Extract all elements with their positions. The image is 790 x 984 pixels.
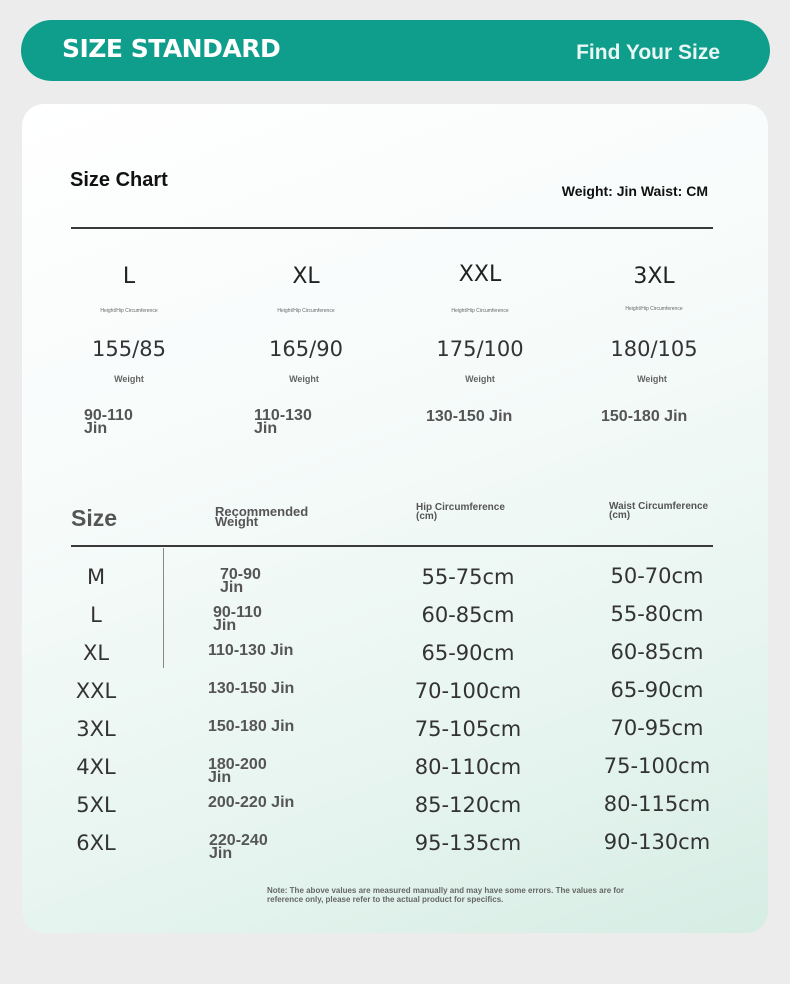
weight-value: 90-110 Jin <box>84 407 133 437</box>
row-weight: 150-180 Jin <box>208 718 295 735</box>
height-hip-label: Height/Hip Circumference <box>451 308 509 314</box>
table-header-waist: Waist Circumference (cm) <box>609 501 709 521</box>
height-hip-value: 175/100 <box>436 337 524 361</box>
size-chart-card <box>22 104 768 933</box>
table-row <box>22 752 768 790</box>
height-hip-value: 165/90 <box>269 337 343 361</box>
weight-value: 110-130 Jin <box>254 407 312 437</box>
weight-label: Weight <box>637 374 667 384</box>
row-size: XXL <box>75 679 117 703</box>
row-waist: 90-130cm <box>603 830 711 854</box>
row-waist: 80-115cm <box>603 792 711 816</box>
table-header-hip: Hip Circumference (cm) <box>416 502 505 522</box>
table-divider <box>71 545 713 547</box>
row-waist: 60-85cm <box>610 640 704 664</box>
row-weight: 130-150 Jin <box>208 680 295 697</box>
weight-value: 130-150 Jin <box>426 408 513 425</box>
height-hip-label: Height/Hip Circumference <box>625 306 683 312</box>
row-weight: 70-90 Jin <box>220 566 261 596</box>
row-hip: 75-105cm <box>414 717 522 741</box>
row-weight: 220-240 Jin <box>209 832 268 862</box>
table-row <box>22 600 768 638</box>
table-row <box>22 714 768 752</box>
row-waist: 70-95cm <box>610 716 704 740</box>
size-label: XXL <box>458 262 502 287</box>
table-row <box>22 638 768 676</box>
row-hip: 85-120cm <box>414 793 522 817</box>
chart-title: Size Chart <box>70 169 168 191</box>
row-hip: 65-90cm <box>421 641 515 665</box>
row-weight: 180-200 Jin <box>208 756 267 786</box>
row-size: L <box>90 603 102 627</box>
weight-label: Weight <box>289 374 319 384</box>
height-hip-label: Height/Hip Circumference <box>277 308 335 314</box>
row-hip: 55-75cm <box>421 565 515 589</box>
table-row <box>22 562 768 600</box>
table-row <box>22 790 768 828</box>
row-waist: 75-100cm <box>603 754 711 778</box>
table-header-size: Size <box>71 505 118 531</box>
disclaimer-note: Note: The above values are measured manually and may have some errors. The values are for reference only, please refer to the actual product for specifics. <box>267 886 625 904</box>
weight-label: Weight <box>114 374 144 384</box>
row-weight: 200-220 Jin <box>208 794 295 811</box>
size-table <box>22 562 768 866</box>
row-waist: 50-70cm <box>610 564 704 588</box>
row-weight: 90-110 Jin <box>213 604 262 634</box>
weight-value: 150-180 Jin <box>601 408 688 425</box>
table-row <box>22 676 768 714</box>
weight-label: Weight <box>465 374 495 384</box>
row-weight: 110-130 Jin <box>208 642 294 659</box>
height-hip-label: Height/Hip Circumference <box>100 308 158 314</box>
row-size: XL <box>82 641 110 665</box>
height-hip-value: 180/105 <box>610 337 698 361</box>
row-waist: 55-80cm <box>610 602 704 626</box>
row-size: 5XL <box>76 793 116 817</box>
row-size: 3XL <box>76 717 116 741</box>
size-label: 3XL <box>633 264 675 289</box>
table-row <box>22 828 768 866</box>
row-size: 4XL <box>76 755 116 779</box>
row-hip: 95-135cm <box>414 831 522 855</box>
size-label: L <box>122 264 136 289</box>
row-hip: 60-85cm <box>421 603 515 627</box>
table-header-weight: Recommended Weight <box>215 504 309 529</box>
find-your-size-label: Find Your Size <box>576 41 720 64</box>
header-banner <box>21 20 770 81</box>
row-size: 6XL <box>76 831 116 855</box>
page-title: SIZE STANDARD <box>62 34 281 63</box>
row-hip: 80-110cm <box>414 755 522 779</box>
height-hip-value: 155/85 <box>92 337 166 361</box>
row-size: M <box>86 565 106 589</box>
size-label: XL <box>292 264 320 289</box>
row-waist: 65-90cm <box>610 678 704 702</box>
divider <box>71 227 713 229</box>
row-hip: 70-100cm <box>414 679 522 703</box>
units-label: Weight: Jin Waist: CM <box>561 183 708 199</box>
